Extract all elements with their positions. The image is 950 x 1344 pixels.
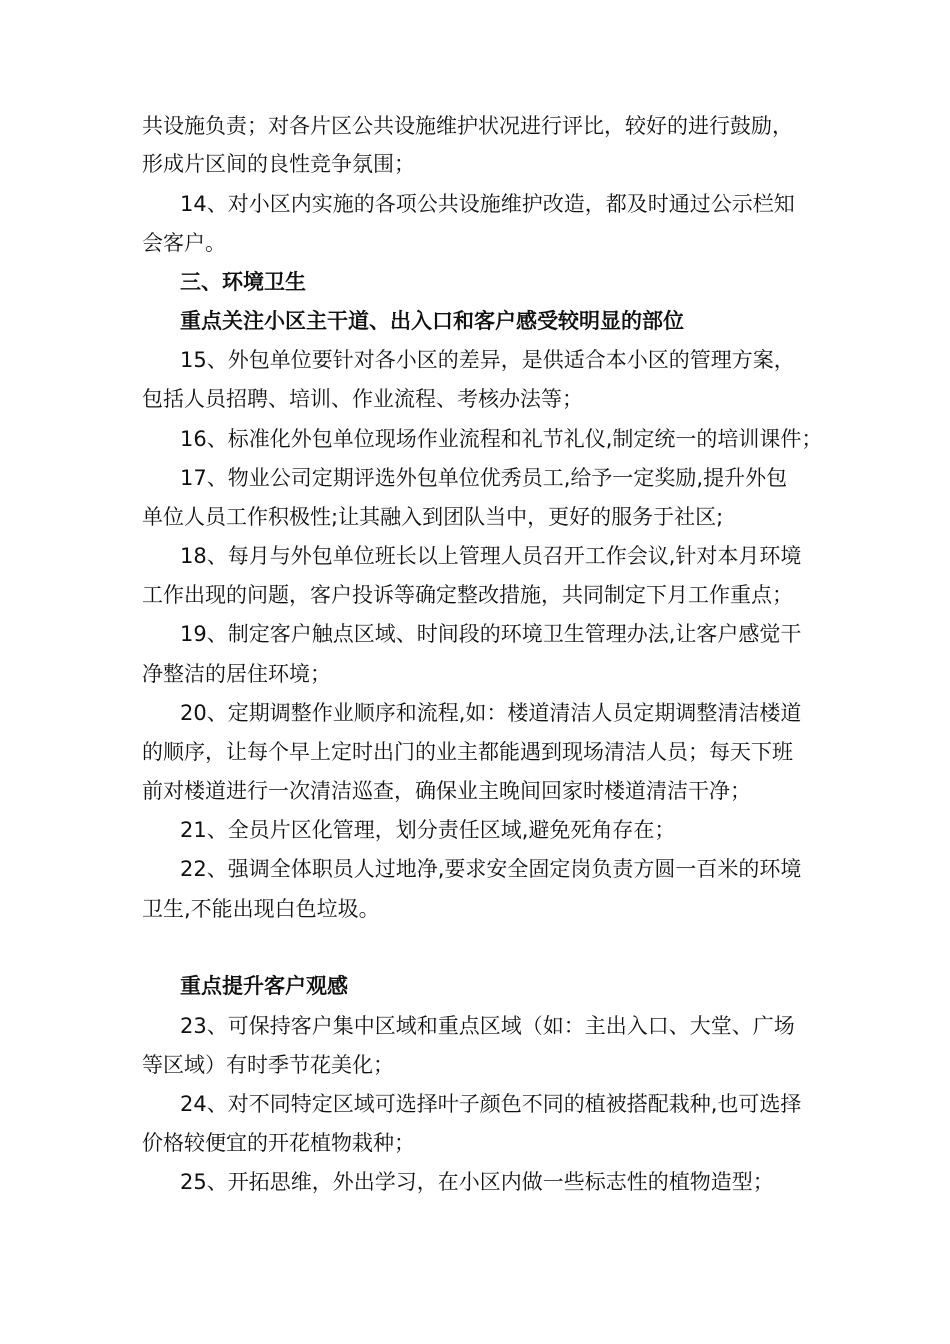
text-line: 24、对不同特定区域可选择叶子颜色不同的植被搭配栽种,也可选择 (180, 1092, 802, 1116)
text-line: 共设施负责；对各片区公共设施维护状况进行评比，较好的进行鼓励， (142, 114, 793, 138)
text-line: 20、定期调整作业顺序和流程,如：楼道清洁人员定期调整清洁楼道 (180, 701, 802, 725)
text-line: 22、强调全体职员人过地净,要求安全固定岗负责方圆一百米的环境 (180, 857, 802, 881)
text-line: 单位人员工作积极性;让其融入到团队当中，更好的服务于社区; (142, 505, 724, 529)
text-line: 包括人员招聘、培训、作业流程、考核办法等； (142, 387, 583, 411)
text-line: 前对楼道进行一次清洁巡查，确保业主晚间回家时楼道清洁干净； (142, 779, 751, 803)
subsection-heading: 重点关注小区主干道、出入口和客户感受较明显的部位 (180, 309, 684, 333)
text-line: 23、可保持客户集中区域和重点区域（如：主出入口、大堂、广场 (180, 1014, 795, 1038)
text-line: 16、标准化外包单位现场作业流程和礼节礼仪,制定统一的培训课件； (180, 427, 823, 451)
text-line: 19、制定客户触点区域、时间段的环境卫生管理办法,让客户感觉干 (180, 622, 802, 646)
text-line: 会客户。 (142, 231, 226, 255)
section-heading: 三、环境卫生 (180, 270, 306, 294)
text-line: 的顺序，让每个早上定时出门的业主都能遇到现场清洁人员；每天下班 (142, 740, 793, 764)
text-line: 等区域）有时季节花美化； (142, 1053, 394, 1077)
text-line: 净整洁的居住环境； (142, 662, 331, 686)
text-line: 14、对小区内实施的各项公共设施维护改造，都及时通过公示栏知 (180, 192, 795, 216)
text-line: 17、物业公司定期评选外包单位优秀员工,给予一定奖励,提升外包 (180, 466, 788, 490)
text-line: 25、开拓思维，外出学习，在小区内做一些标志性的植物造型； (180, 1170, 774, 1194)
text-line: 18、每月与外包单位班长以上管理人员召开工作会议,针对本月环境 (180, 544, 802, 568)
text-line: 价格较便宜的开花植物栽种； (142, 1131, 415, 1155)
text-line: 形成片区间的良性竞争氛围； (142, 152, 415, 176)
text-line: 卫生,不能出现白色垃圾。 (142, 897, 380, 921)
text-line: 21、全员片区化管理，划分责任区域,避免死角存在； (180, 818, 676, 842)
text-line: 工作出现的问题，客户投诉等确定整改措施，共同制定下月工作重点； (142, 583, 793, 607)
subsection-heading: 重点提升客户观感 (180, 974, 348, 998)
text-line: 15、外包单位要针对各小区的差异，是供适合本小区的管理方案， (180, 348, 795, 372)
